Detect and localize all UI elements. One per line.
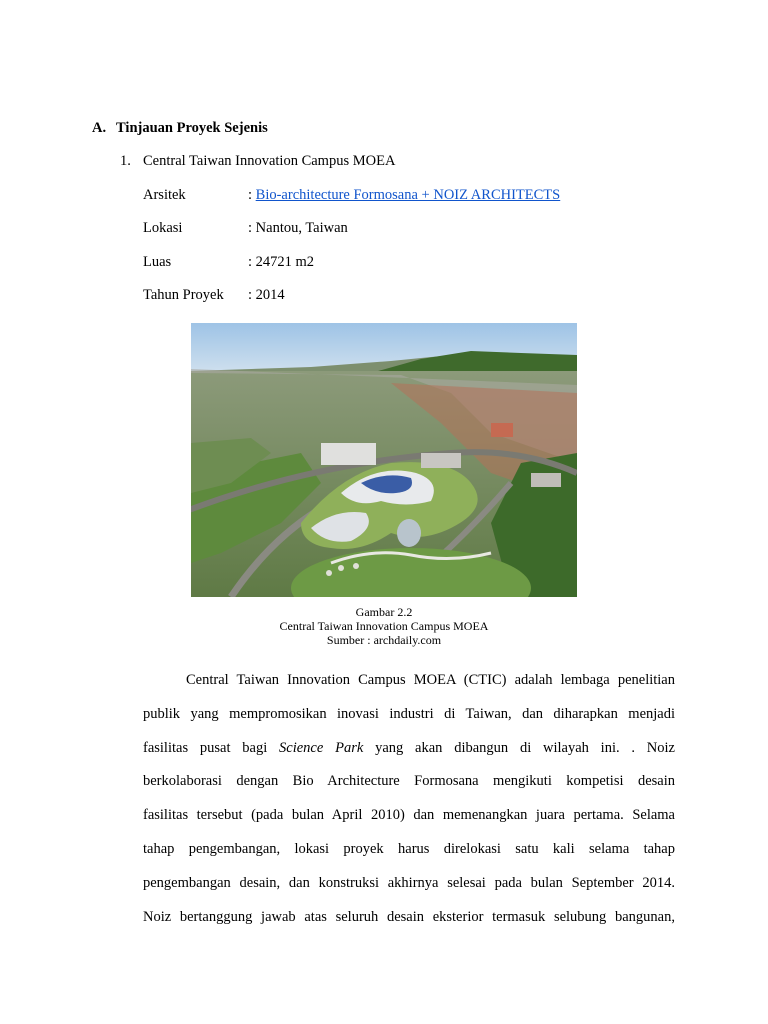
info-separator: :	[248, 254, 256, 270]
info-label: Lokasi	[143, 220, 183, 236]
item-heading	[120, 153, 395, 170]
paragraph-line: pengembangan desain, dan konstruksi akhirnya selesai pada bulan September 2014.	[143, 874, 675, 891]
info-label: Arsitek	[143, 187, 186, 203]
line-text: yang akan dibangun di wilayah ini. . Noiz	[363, 739, 675, 756]
section-marker: A.	[92, 120, 107, 136]
figure-caption: Central Taiwan Innovation Campus MOEA	[279, 619, 489, 633]
paragraph-line: publik yang mempromosikan inovasi industri di Taiwan, dan diharapkan menjadi	[143, 705, 675, 722]
figure-source: Sumber : archdaily.com	[326, 633, 442, 647]
info-label: Tahun Proyek	[143, 287, 224, 303]
paragraph-line: berkolaborasi dengan Bio Architecture Formosana mengikuti kompetisi desain	[143, 773, 675, 790]
paragraph-line: tahap pengembangan, lokasi proyek harus direlokasi satu kali selama tahap	[143, 840, 675, 857]
info-value	[248, 220, 348, 236]
paragraph-line: Central Taiwan Innovation Campus MOEA (CTIC) adalah lembaga penelitian	[186, 672, 675, 688]
info-separator: :	[248, 187, 256, 203]
info-value-text: 2014	[255, 287, 285, 303]
info-value	[248, 187, 560, 203]
info-separator: :	[248, 287, 256, 303]
paragraph-line-italic	[143, 732, 675, 766]
paragraph-line: fasilitas tersebut (pada bulan April 2010) dan memenangkan juara pertama. Selama	[143, 807, 675, 824]
info-label: Luas	[143, 254, 172, 270]
info-row-location	[143, 220, 348, 237]
info-value-text: Nantou, Taiwan	[255, 220, 348, 236]
campus-aerial-photo	[191, 323, 577, 597]
italic-term: Science Park	[279, 739, 364, 756]
info-value	[248, 254, 314, 270]
line-text: fasilitas pusat bagi	[143, 739, 280, 756]
info-value	[248, 287, 285, 303]
item-title: Central Taiwan Innovation Campus MOEA	[143, 153, 396, 169]
section-title: Tinjauan Proyek Sejenis	[116, 120, 268, 136]
info-value-text: 24721 m2	[255, 254, 315, 270]
info-row-area	[143, 254, 314, 271]
item-number: 1.	[120, 153, 131, 169]
body-paragraph	[143, 664, 675, 934]
info-separator: :	[248, 220, 256, 236]
figure-number: Gambar 2.2	[355, 605, 413, 619]
info-row-architect	[143, 187, 560, 204]
section-heading	[92, 120, 268, 137]
paragraph-line: Noiz bertanggung jawab atas seluruh desain eksterior termasuk selubung bangunan,	[143, 908, 675, 925]
info-row-year	[143, 287, 285, 304]
architect-link[interactable]: Bio-architecture Formosana + NOIZ ARCHITECTS	[255, 187, 561, 203]
